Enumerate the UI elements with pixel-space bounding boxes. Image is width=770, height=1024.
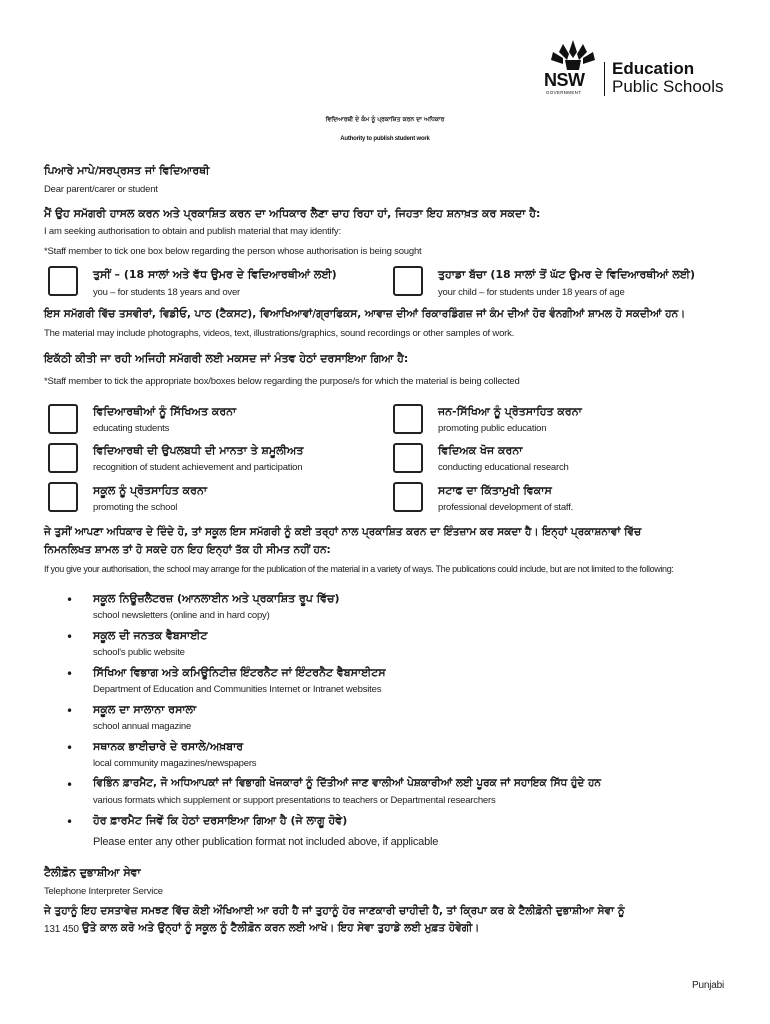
publication-english: various formats which supplement or support presentations to teachers or Departmental researchers: [93, 795, 496, 806]
checkbox-your-child[interactable]: [393, 266, 423, 296]
authorisation-punjabi-line1: ਜੇ ਤੁਸੀਂ ਆਪਣਾ ਅਧਿਕਾਰ ਦੇ ਦਿੰਦੇ ਹੋ, ਤਾਂ ਸਕੂਲ ਇਸ ਸਮੱਗਰੀ ਨੂੰ ਕਈ ਤਰ੍ਹਾਂ ਨਾਲ ਪ੍ਰਕਾਸ਼ਿਤ ਕਰਨ ਦਾ ਇੰਤਜ਼ਾਮ ਕਰ ਸਕਦਾ ਹੈ। ਇਨ੍ਹਾਂ ਪ੍ਰਕਾਸ਼ਨਾਵਾਂ ਵਿੱਚ: [44, 526, 642, 538]
purpose-label-punjabi: ਵਿਦਿਆਰਥੀਆਂ ਨੂੰ ਸਿੱਖਿਅਤ ਕਰਨਾ: [93, 405, 237, 418]
publication-english: school's public website: [93, 647, 185, 658]
staff-note-1: *Staff member to tick one box below regarding the person whose authorisation is being sought: [44, 246, 422, 257]
other-format-prompt[interactable]: Please enter any other publication format not included above, if applicable: [93, 836, 439, 848]
publication-english: local community magazines/newspapers: [93, 758, 257, 769]
logo-nsw-text: NSW: [544, 70, 585, 90]
bullet-icon: •: [66, 741, 74, 755]
logo-divider: [604, 62, 605, 96]
checkbox-professional-development[interactable]: [393, 482, 423, 512]
greeting-punjabi: ਪਿਆਰੇ ਮਾਪੇ/ਸਰਪ੍ਰਸਤ ਜਾਂ ਵਿਦਿਆਰਥੀ: [44, 164, 210, 177]
interpreter-heading-punjabi: ਟੈਲੀਫ਼ੋਨ ਦੁਭਾਸ਼ੀਆ ਸੇਵਾ: [44, 866, 141, 879]
bullet-icon: •: [66, 630, 74, 644]
publication-english: Department of Education and Communities Internet or Intranet websites: [93, 684, 382, 695]
bullet-icon: •: [66, 667, 74, 681]
logo-education-text: Education: [612, 59, 695, 78]
purpose-label-punjabi: ਵਿਦਿਆਰਥੀ ਦੀ ਉਪਲਬਧੀ ਦੀ ਮਾਨਤਾ ਤੇ ਸ਼ਮੂਲੀਅਤ: [93, 444, 304, 457]
who-you-english: you – for students 18 years and over: [93, 287, 241, 298]
publication-punjabi: ਸਕੂਲ ਦਾ ਸਾਲਾਨਾ ਰਸਾਲਾ: [93, 703, 197, 716]
purpose-label-english: promoting the school: [93, 502, 178, 513]
purpose-label-english: conducting educational research: [438, 462, 569, 473]
nsw-logo: [540, 38, 606, 98]
material-english: The material may include photographs, videos, text, illustrations/graphics, sound recordings or other samples of work.: [44, 328, 515, 339]
authorisation-punjabi-line2: ਨਿਮਨਲਿਖਤ ਸ਼ਾਮਲ ਤਾਂ ਹੋ ਸਕਦੇ ਹਨ ਇਹ ਇਨ੍ਹਾਂ ਤੱਕ ਹੀ ਸੀਮਤ ਨਹੀਂ ਹਨ:: [44, 544, 331, 556]
who-you-punjabi: ਤੁਸੀਂ – (18 ਸਾਲਾਂ ਅਤੇ ਵੱਧ ਉਮਰ ਦੇ ਵਿਦਿਆਰਥੀਆਂ ਲਈ): [93, 268, 337, 281]
publication-punjabi: ਸਥਾਨਕ ਭਾਈਚਾਰੇ ਦੇ ਰਸਾਲੇ/ਅਖ਼ਬਾਰ: [93, 740, 244, 753]
bullet-icon: •: [66, 778, 74, 792]
publication-punjabi: ਸਕੂਲ ਨਿਊਜ਼ਲੈਟਰਜ਼ (ਆਨਲਾਈਨ ਅਤੇ ਪ੍ਰਕਾਸ਼ਿਤ ਰੂਪ ਵਿੱਚ): [93, 592, 340, 605]
publication-english: school annual magazine: [93, 721, 192, 732]
checkbox-promoting-school[interactable]: [48, 482, 78, 512]
purpose-heading-punjabi: ਇਕੱਠੀ ਕੀਤੀ ਜਾ ਰਹੀ ਅਜਿਹੀ ਸਮੱਗਰੀ ਲਈ ਮਕਸਦ ਜਾਂ ਮੰਤਵ ਹੇਠਾਂ ਦਰਸਾਇਆ ਗਿਆ ਹੈ:: [44, 352, 409, 365]
purpose-label-english: promoting public education: [438, 423, 547, 434]
interpreter-phone: 131 450: [44, 924, 79, 935]
staff-note-2: *Staff member to tick the appropriate box/boxes below regarding the purpose/s for which the material is being collected: [44, 376, 520, 387]
purpose-label-punjabi: ਜਨ-ਸਿੱਖਿਆ ਨੂੰ ਪ੍ਰੋਤਸਾਹਿਤ ਕਰਨਾ: [438, 405, 582, 418]
publication-punjabi: ਹੋਰ ਫ਼ਾਰਮੈਟ ਜਿਵੇਂ ਕਿ ਹੇਠਾਂ ਦਰਸਾਇਆ ਗਿਆ ਹੈ (ਜੇ ਲਾਗੂ ਹੋਵੇ): [93, 814, 348, 827]
checkbox-educational-research[interactable]: [393, 443, 423, 473]
checkbox-educating-students[interactable]: [48, 404, 78, 434]
purpose-label-english: professional development of staff.: [438, 502, 574, 513]
bullet-icon: •: [66, 815, 74, 829]
bullet-icon: •: [66, 593, 74, 607]
waratah-icon: [545, 38, 601, 72]
purpose-label-punjabi: ਸਕੂਲ ਨੂੰ ਪ੍ਰੋਤਸਾਹਿਤ ਕਰਨਾ: [93, 484, 208, 497]
checkbox-promoting-public-education[interactable]: [393, 404, 423, 434]
seeking-punjabi: ਮੈਂ ਉਹ ਸਮੱਗਰੀ ਹਾਸਲ ਕਰਨ ਅਤੇ ਪ੍ਰਕਾਸ਼ਿਤ ਕਰਨ ਦਾ ਅਧਿਕਾਰ ਲੈਣਾ ਚਾਹ ਰਿਹਾ ਹਾਂ, ਜਿਹਤਾ ਇਹ ਸ਼ਨਾਖ਼ਤ ਕਰ ਸਕਦਾ ਹੈ:: [44, 207, 541, 220]
purpose-label-punjabi: ਵਿਦਿਅਕ ਖੋਜ ਕਰਨਾ: [438, 444, 523, 457]
publication-punjabi: ਸਿੱਖਿਆ ਵਿਭਾਗ ਅਤੇ ਕਮਿਊਨਿਟੀਜ਼ ਇੰਟਰਨੈਟ ਜਾਂ ਇੰਟਰਨੈਟ ਵੈਬਸਾਈਟਸ: [93, 666, 386, 679]
greeting-english: Dear parent/carer or student: [44, 184, 158, 195]
checkbox-recognition-achievement[interactable]: [48, 443, 78, 473]
publication-punjabi: ਵਿਭਿੰਨ ਫ਼ਾਰਮੈਟ, ਜੋ ਅਧਿਆਪਕਾਂ ਜਾਂ ਵਿਭਾਗੀ ਖੋਜਕਾਰਾਂ ਨੂੰ ਦਿੱਤੀਆਂ ਜਾਣ ਵਾਲੀਆਂ ਪੇਸ਼ਕਾਰੀਆਂ ਲਈ ਪੂਰਕ ਜਾਂ ਸਹਾਇਕ ਸਿੱਧ ਹੁੰਦੇ ਹਨ: [93, 777, 601, 789]
seeking-english: I am seeking authorisation to obtain and publish material that may identify:: [44, 226, 341, 237]
purpose-label-english: educating students: [93, 423, 170, 434]
publication-english: school newsletters (online and in hard copy): [93, 610, 270, 621]
interpreter-punjabi-line1: ਜੇ ਤੁਹਾਨੂੰ ਇਹ ਦਸਤਾਵੇਜ਼ ਸਮਝਣ ਵਿੱਚ ਕੋਈ ਔਖਿਆਈ ਆ ਰਹੀ ਹੈ ਜਾਂ ਤੁਹਾਨੂੰ ਹੋਰ ਜਾਣਕਾਰੀ ਚਾਹੀਦੀ ਹੈ, ਤਾਂ ਕ੍ਰਿਪਾ ਕਰ ਕੇ ਟੈਲੀਫ਼ੋਨੀ ਦੁਭਾਸ਼ੀਆ ਸੇਵਾ ਨੂੰ: [44, 905, 625, 917]
title-punjabi: ਵਿਦਿਆਰਥੀ ਦੇ ਕੰਮ ਨੂੰ ਪ੍ਰਕਾਸ਼ਿਤ ਕਰਨ ਦਾ ਅਧਿਕਾਰ: [325, 116, 445, 123]
material-punjabi: ਇਸ ਸਮੱਗਰੀ ਵਿੱਚ ਤਸਵੀਰਾਂ, ਵਿਡੀਓ, ਪਾਠ (ਟੈਕਸਟ), ਵਿਆਖਿਆਵਾਂ/ਗ੍ਰਾਫਿਕਸ, ਆਵਾਜ਼ ਦੀਆਂ ਰਿਕਾਰਡਿੰਗਜ਼ ਜਾਂ ਕੰਮ ਦੀਆਂ ਹੋਰ ਵੰਨਗੀਆਂ ਸ਼ਾਮਲ ਹੋ ਸਕਦੀਆਂ ਹਨ।: [44, 308, 686, 320]
authorisation-english: If you give your authorisation, the school may arrange for the publication of the material in a variety of ways. The publications could include, but are not limited to the following:: [44, 564, 674, 574]
purpose-label-english: recognition of student achievement and participation: [93, 462, 303, 473]
title-english: Authority to publish student work: [340, 136, 430, 142]
who-child-punjabi: ਤੁਹਾਡਾ ਬੱਚਾ (18 ਸਾਲਾਂ ਤੋਂ ਘੱਟ ਉਮਰ ਦੇ ਵਿਦਿਆਰਥੀਆਂ ਲਈ): [438, 268, 696, 281]
publication-punjabi: ਸਕੂਲ ਦੀ ਜਨਤਕ ਵੈਬਸਾਈਟ: [93, 629, 208, 642]
interpreter-punjabi-line2: ਉਤੇ ਕਾਲ ਕਰੋ ਅਤੇ ਉਨ੍ਹਾਂ ਨੂੰ ਸਕੂਲ ਨੂੰ ਟੈਲੀਫ਼ੋਨ ਕਰਨ ਲਈ ਆਖੋ। ਇਹ ਸੇਵਾ ਤੁਹਾਡੇ ਲਈ ਮੁਫ਼ਤ ਹੋਵੇਗੀ।: [82, 922, 480, 934]
bullet-icon: •: [66, 704, 74, 718]
checkbox-you[interactable]: [48, 266, 78, 296]
purpose-label-punjabi: ਸਟਾਫ ਦਾ ਕਿੱਤਾਮੁਖੀ ਵਿਕਾਸ: [438, 484, 552, 497]
logo-public-schools-text: Public Schools: [612, 77, 724, 96]
who-child-english: your child – for students under 18 years of age: [438, 287, 625, 298]
logo-government-text: GOVERNMENT: [546, 90, 582, 95]
interpreter-heading-english: Telephone Interpreter Service: [44, 886, 163, 897]
footer-language: Punjabi: [692, 980, 724, 991]
